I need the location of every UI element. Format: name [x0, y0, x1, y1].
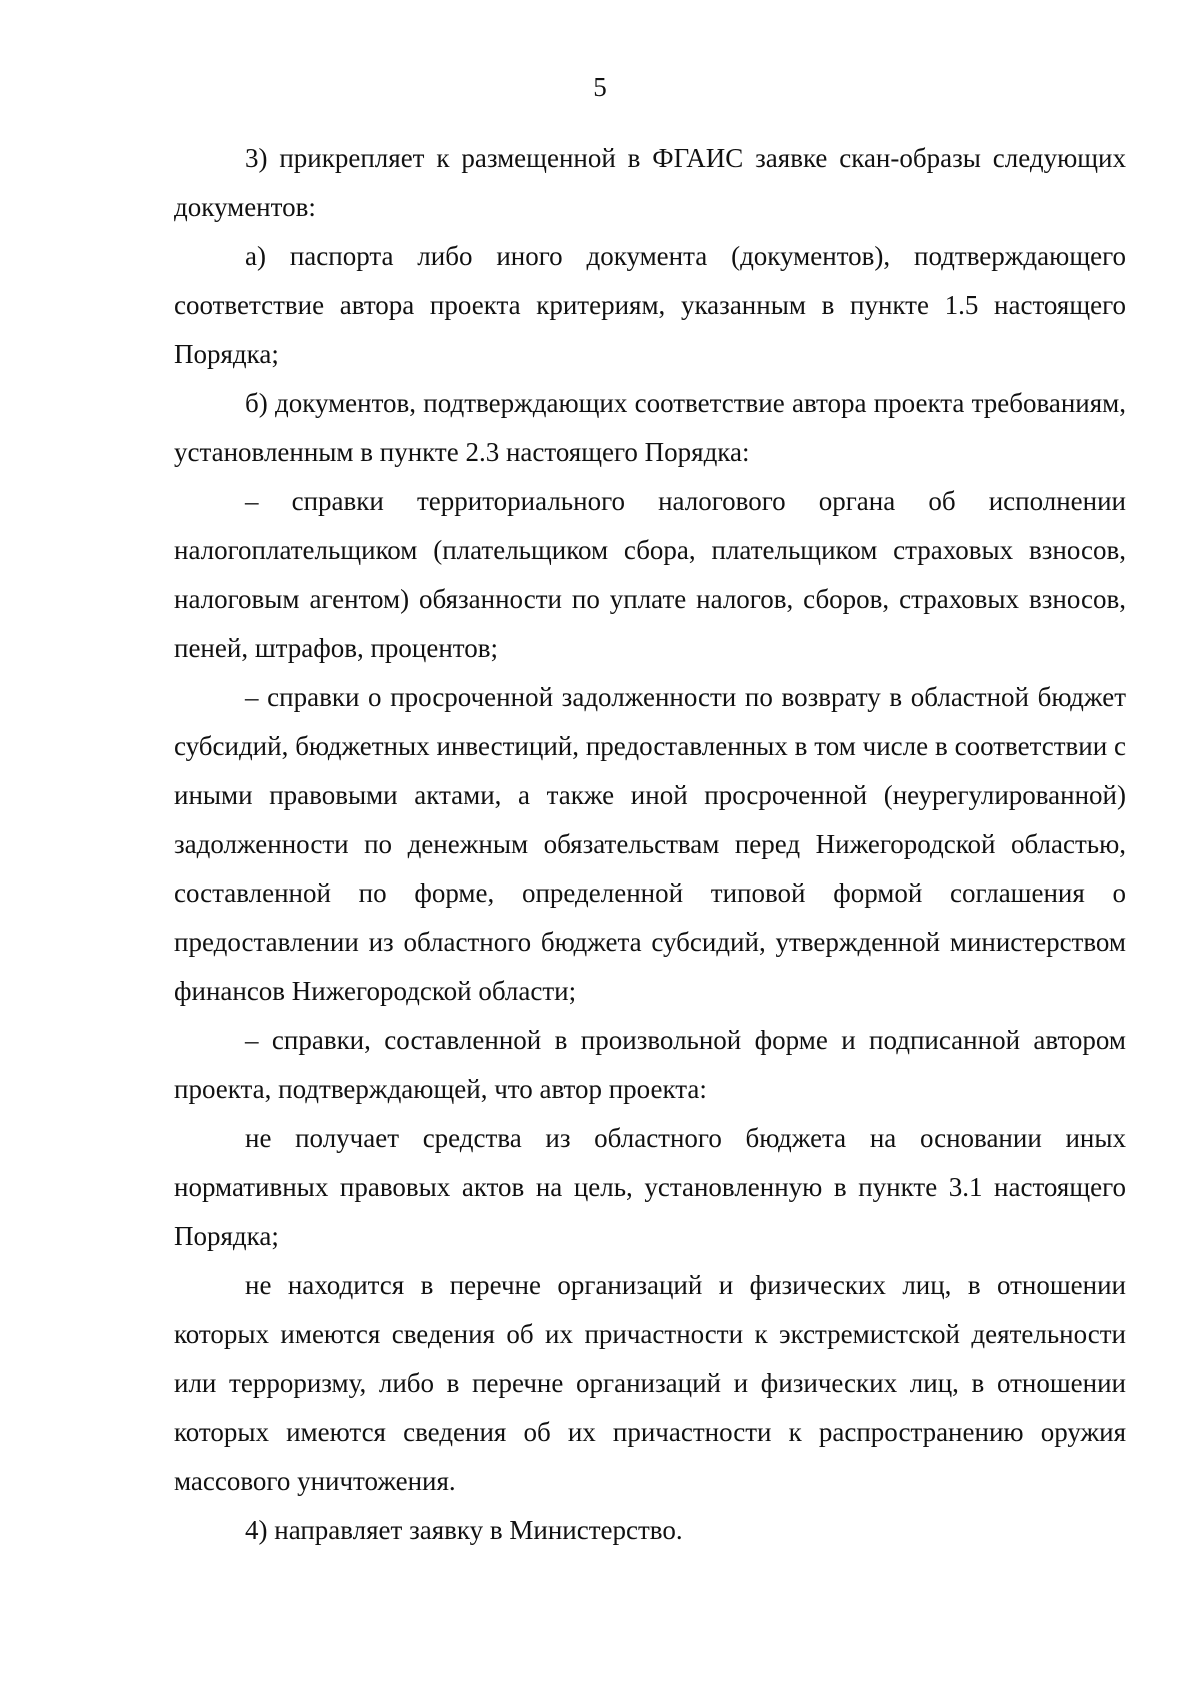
- document-body: [174, 134, 1126, 1555]
- paragraph-no-budget-funds: не получает средства из областного бюджета на основании иных нормативных правовых актов на цель, установленную в пункте 3.1 настоящего Порядка;: [174, 1123, 1126, 1251]
- paragraph-subitem-b: б) документов, подтверждающих соответствие автора проекта требованиям, установленным в пункте 2.3 настоящего Порядка:: [174, 388, 1126, 467]
- paragraph-debt-certificate: – справки о просроченной задолженности по возврату в областной бюджет субсидий, бюджетных инвестиций, предоставленных в том числе в соответствии с иными правовыми актами, а также иной просроченной (неурегулированной) задолженности по денежным обязательствам перед Нижегородской областью, составленной по форме, определенной типовой формой соглашения о предоставлении из областного бюджета субсидий, утвержденной министерством финансов Нижегородской области;: [174, 682, 1126, 1006]
- page-number: 5: [593, 72, 607, 102]
- paragraph-item-4: 4) направляет заявку в Министерство.: [245, 1515, 683, 1545]
- paragraph-subitem-a: а) паспорта либо иного документа (документов), подтверждающего соответствие автора проекта критериям, указанным в пункте 1.5 настоящего Порядка;: [174, 241, 1126, 369]
- paragraph-item-3: 3) прикрепляет к размещенной в ФГАИС заявке скан-образы следующих документов:: [174, 143, 1126, 222]
- paragraph-tax-certificate: – справки территориального налогового органа об исполнении налогоплательщиком (плательщиком сбора, плательщиком страховых взносов, налоговым агентом) обязанности по уплате налогов, сборов, страховых взносов, пеней, штрафов, процентов;: [174, 486, 1126, 663]
- paragraph-not-in-lists: не находится в перечне организаций и физических лиц, в отношении которых имеются сведения об их причастности к экстремистской деятельности или терроризму, либо в перечне организаций и физических лиц, в отношении которых имеются сведения об их причастности к распространению оружия массового уничтожения.: [174, 1270, 1126, 1496]
- paragraph-author-certificate: – справки, составленной в произвольной форме и подписанной автором проекта, подтверждающей, что автор проекта:: [174, 1025, 1126, 1104]
